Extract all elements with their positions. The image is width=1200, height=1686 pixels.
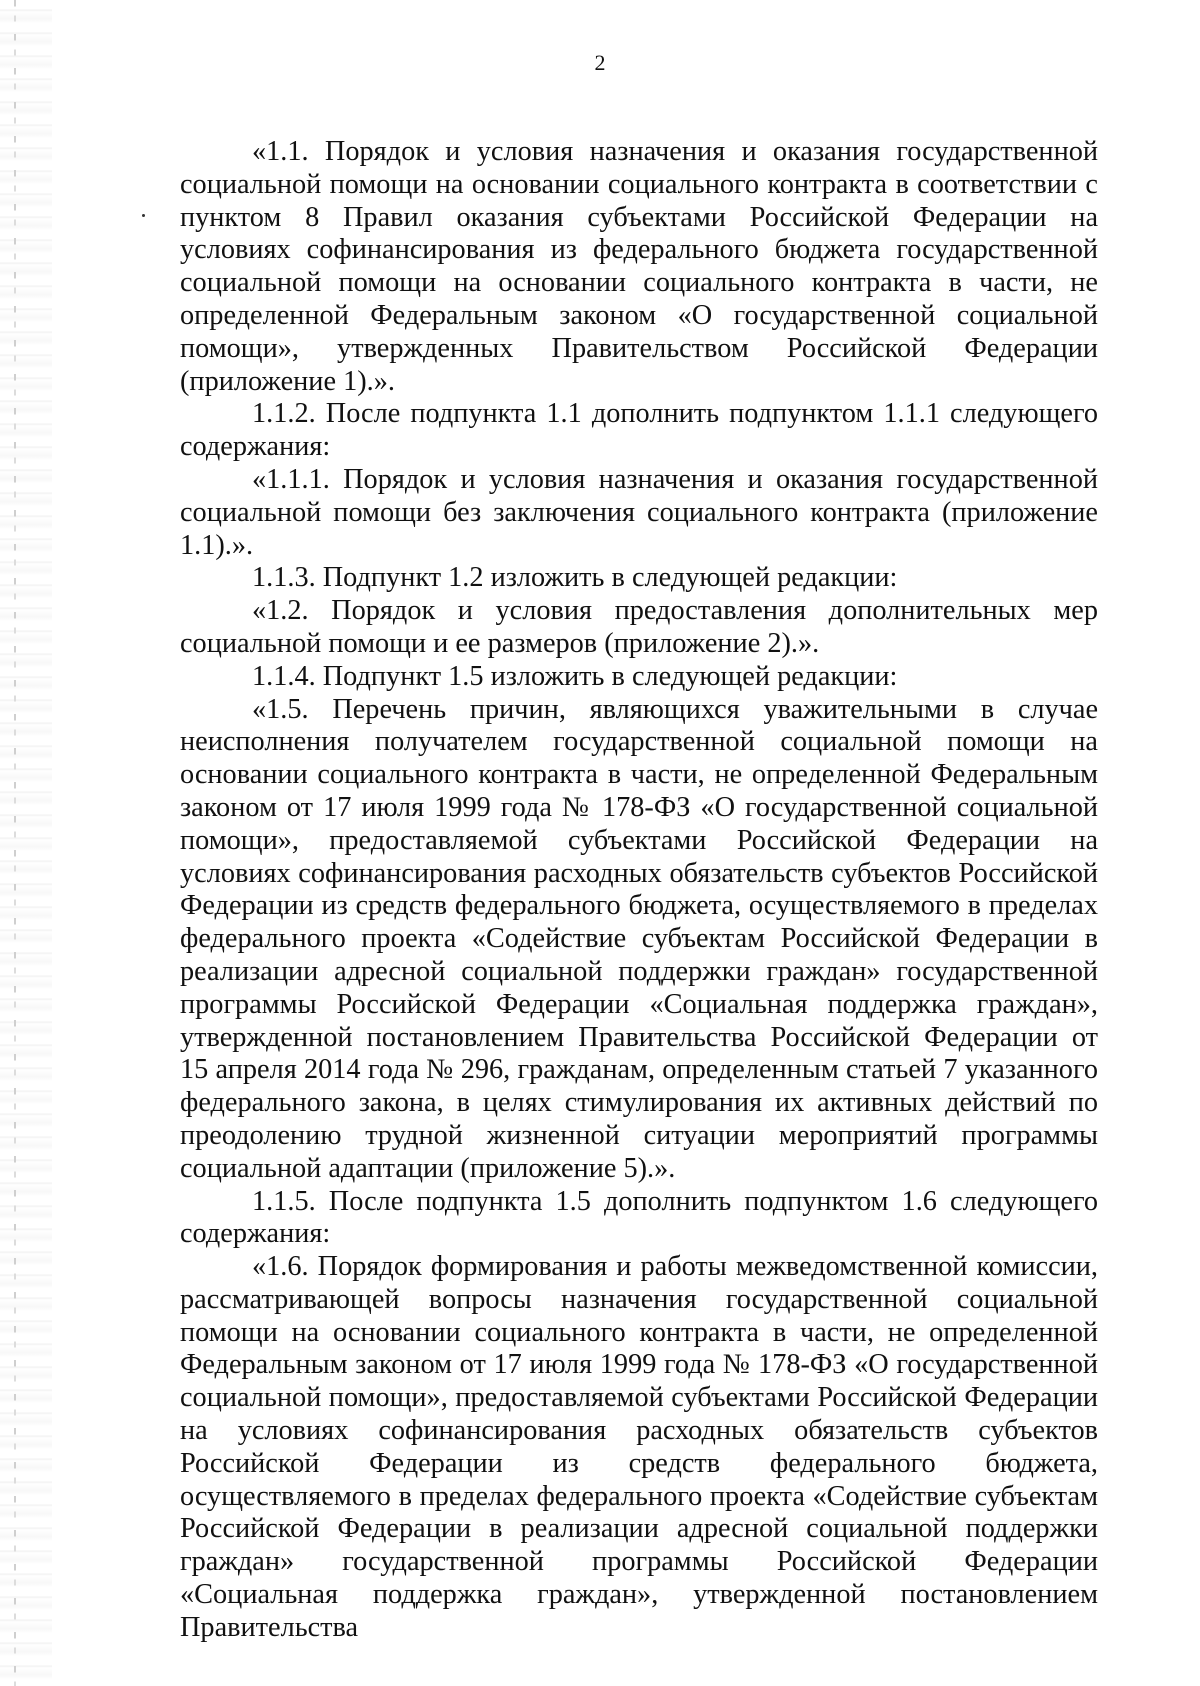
paragraph-1-1-5: 1.1.5. После подпункта 1.5 дополнить подпунктом 1.6 следующего содержания:: [180, 1185, 1098, 1250]
paragraph-1-2: «1.2. Порядок и условия предоставления дополнительных мер социальной помощи и ее размеров (приложение 2).».: [180, 595, 1098, 659]
page-number: 2: [594, 50, 606, 75]
paragraph-1-1-3: 1.1.3. Подпункт 1.2 изложить в следующей редакции:: [252, 562, 898, 594]
paragraph-1-1-4: 1.1.4. Подпункт 1.5 изложить в следующей редакции:: [252, 660, 898, 692]
paragraph-1-1-1: «1.1.1. Порядок и условия назначения и оказания государственной социальной помощи без заключения социального контракта (приложение 1.1).».: [180, 463, 1098, 561]
paragraph-1-5: «1.5. Перечень причин, являющихся уважительными в случае неисполнения получателем государственной социальной помощи на основании социального контракта в части, не определенной Федеральным законом от 17 июля 1999 года № 178-ФЗ «О государственной социальной помощи», предоставляемой субъектами Российской Федерации на условиях софинансирования расходных обязательств субъектов Российской Федерации из средств федерального бюджета, осуществляемого в пределах федерального проекта «Содействие субъектам Российской Федерации в реализации адресной социальной поддержки граждан» государственной программы Российской Федерации «Социальная поддержка граждан», утвержденной постановлением Правительства Российской Федерации от 15 апреля 2014 года № 296, гражданам, определенным статьей 7 указанного федерального закона, в целях стимулирования их активных действий по преодолению трудной жизненной ситуации мероприятий программы социальной адаптации (приложение 5).».: [180, 693, 1098, 1184]
scan-speck: [142, 214, 145, 217]
scan-left-edge: [0, 0, 52, 1686]
scan-binding-marks: [14, 0, 16, 1686]
paragraph-1-6: «1.6. Порядок формирования и работы межведомственной комиссии, рассматривающей вопросы назначения государственной социальной помощи на основании социального контракта в части, не определенной Федеральным законом от 17 июля 1999 года № 178-ФЗ «О государственной социальной помощи», предоставляемой субъектами Российской Федерации на условиях софинансирования расходных обязательств субъектов Российской Федерации из средств федерального бюджета, осуществляемого в пределах федерального проекта «Содействие субъектам Российской Федерации в реализации адресной социальной поддержки граждан» государственной программы Российской Федерации «Социальная поддержка граждан», утвержденной постановлением Правительства: [180, 1251, 1098, 1643]
document-body: [180, 136, 1098, 1645]
paragraph-1-1: «1.1. Порядок и условия назначения и оказания государственной социальной помощи на основании социального контракта в соответствии с пунктом 8 Правил оказания субъектами Российской Федерации на условиях софинансирования из федерального бюджета государственной социальной помощи на основании социального контракта в части, не определенной Федеральным законом «О государственной социальной помощи», утвержденных Правительством Российской Федерации (приложение 1).».: [180, 136, 1098, 397]
paragraph-1-1-2: 1.1.2. После подпункта 1.1 дополнить подпунктом 1.1.1 следующего содержания:: [180, 398, 1098, 463]
